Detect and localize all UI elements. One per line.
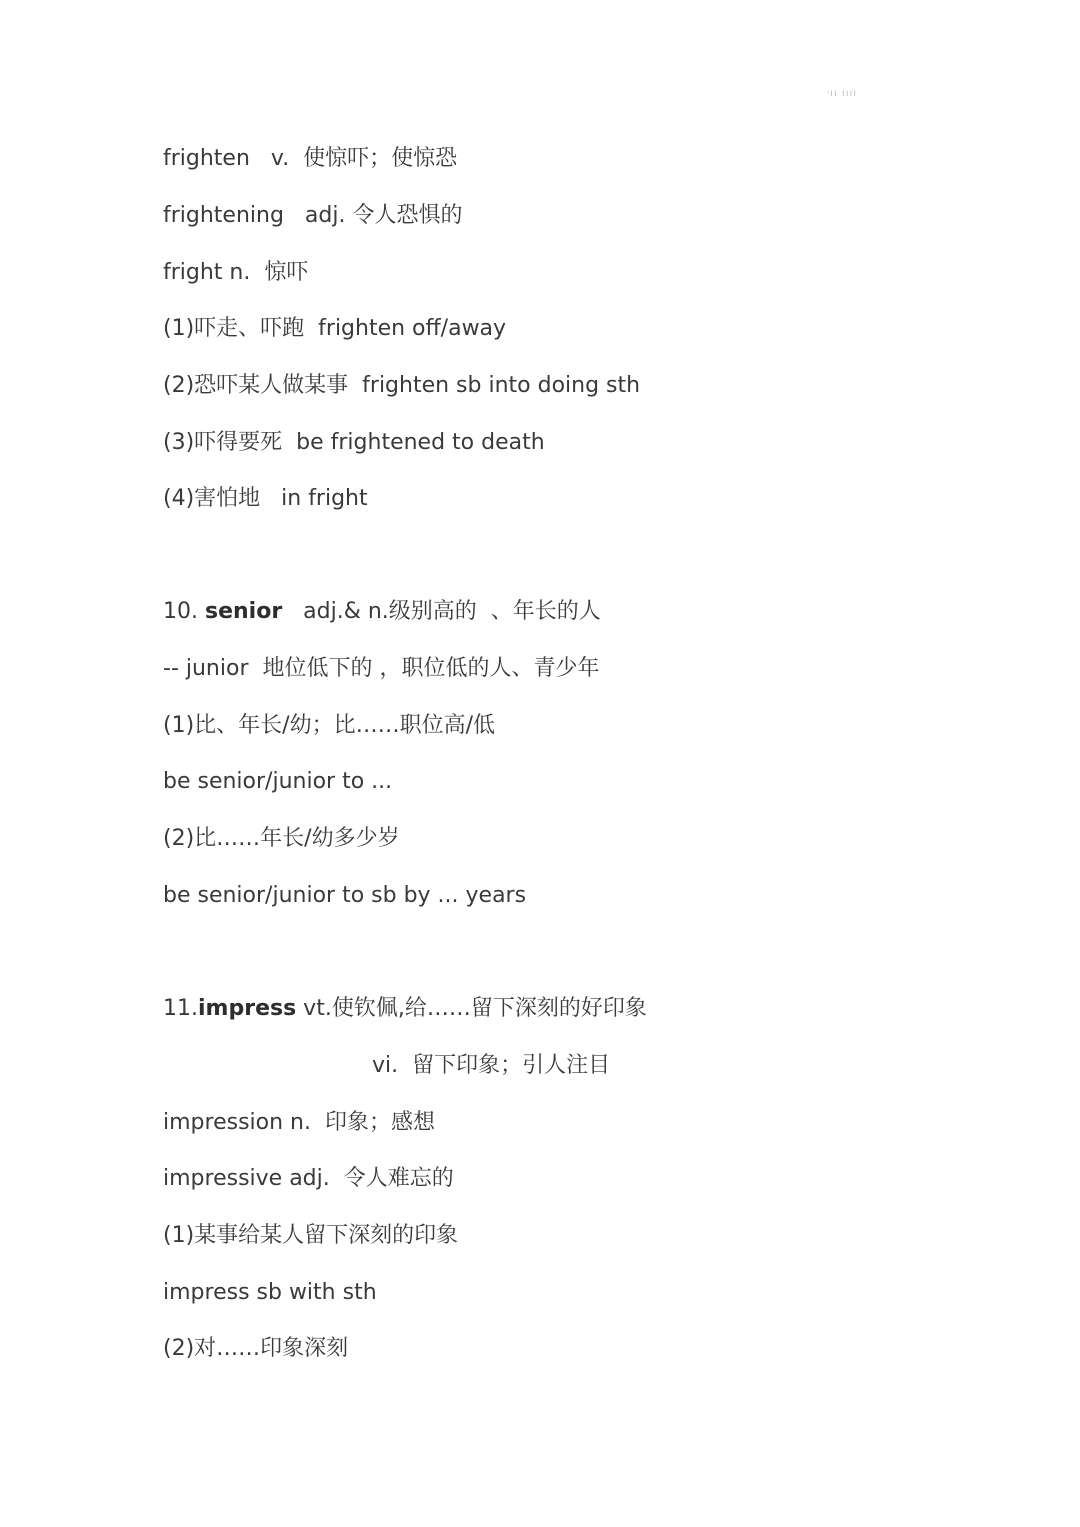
entry-fright: fright n. 惊吓 <box>163 260 309 285</box>
entry-number: 10. <box>163 599 205 624</box>
entry-junior: -- junior 地位低下的 ，职位低的人、青少年 <box>163 656 600 681</box>
phrase-senior-to: be senior/junior to ... <box>163 769 393 794</box>
header-mark: ·ıı ıııı <box>826 88 858 99</box>
phrase-frightened-to-death: (3)吓得要死 be frightened to death <box>163 430 545 455</box>
entry-impressive: impressive adj. 令人难忘的 <box>163 1166 454 1191</box>
entry-frightening: frightening adj. 令人恐惧的 <box>163 203 463 228</box>
phrase-in-fright: (4)害怕地 in fright <box>163 486 368 511</box>
phrase-senior-by-years: be senior/junior to sb by ... years <box>163 883 527 908</box>
entry-frighten: frighten v. 使惊吓；使惊恐 <box>163 146 458 171</box>
entry-senior-heading <box>163 598 601 626</box>
phrase-frighten-off: (1)吓走、吓跑 frighten off/away <box>163 316 507 341</box>
definition-impress-vt: vt.使钦佩,给……留下深刻的好印象 <box>296 996 647 1021</box>
definition-senior: adj.& n.级别高的 、年长的人 <box>282 599 601 624</box>
headword-senior: senior <box>204 599 283 624</box>
entry-impression: impression n. 印象；感想 <box>163 1110 435 1135</box>
phrase-impress-with: impress sb with sth <box>163 1280 377 1305</box>
entry-number: 11. <box>163 996 198 1021</box>
phrase-senior-note-2: (2)比……年长/幼多少岁 <box>163 826 400 851</box>
phrase-impress-note-2: (2)对……印象深刻 <box>163 1336 349 1361</box>
phrase-senior-note-1: (1)比、年长/幼；比……职位高/低 <box>163 713 495 738</box>
phrase-frighten-into: (2)恐吓某人做某事 frighten sb into doing sth <box>163 373 641 398</box>
phrase-impress-note-1: (1)某事给某人留下深刻的印象 <box>163 1223 459 1248</box>
entry-impress-heading <box>163 995 647 1023</box>
headword-impress: impress <box>198 996 297 1021</box>
definition-impress-vi: vi. 留下印象；引人注目 <box>372 1053 611 1078</box>
